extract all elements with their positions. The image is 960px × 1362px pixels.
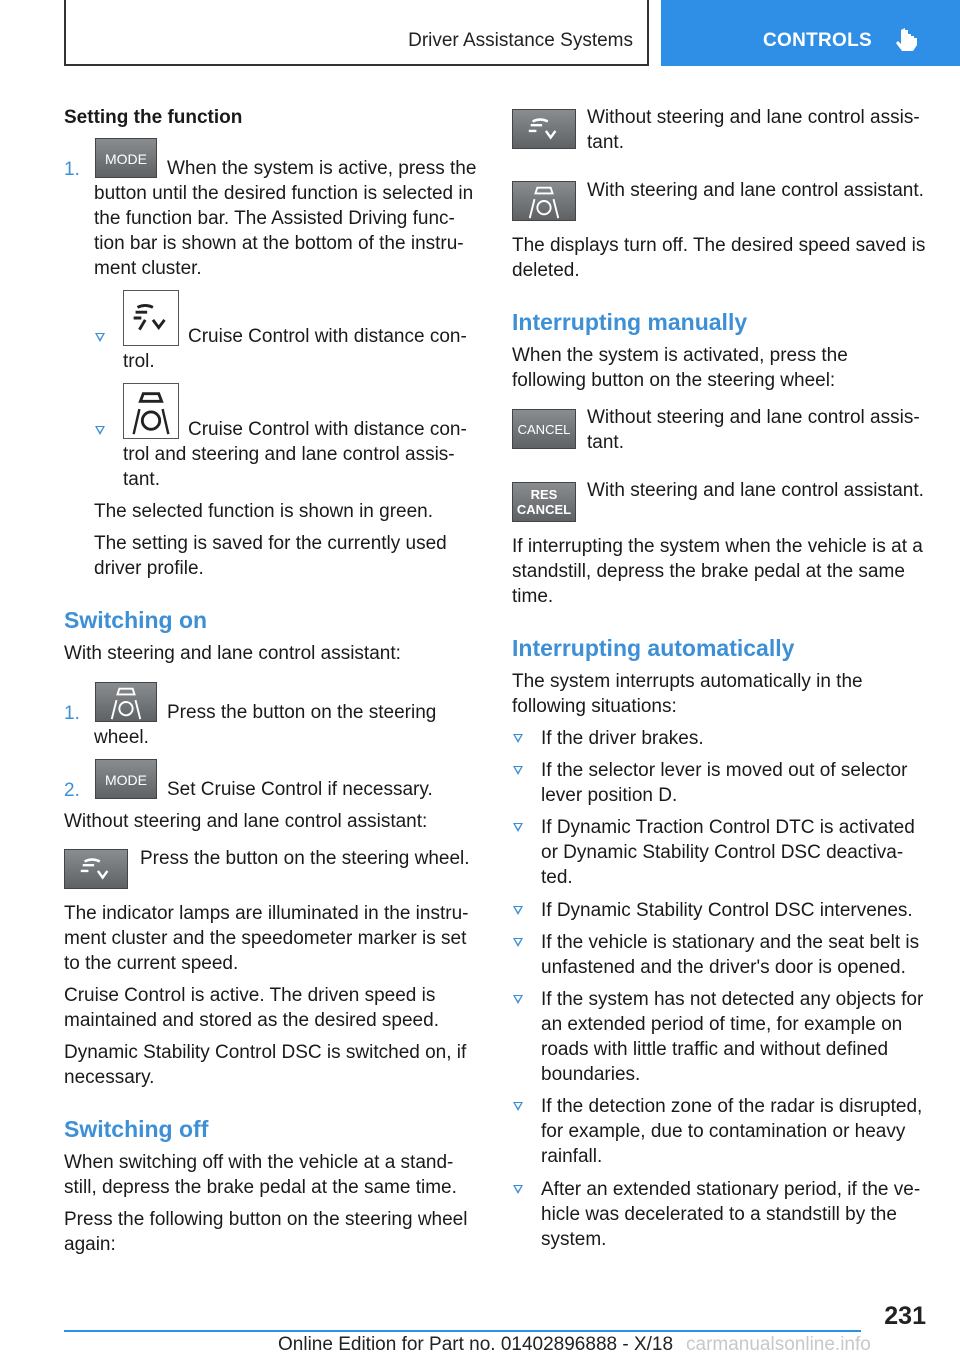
- pointing-hand-icon: [895, 28, 921, 56]
- res-cancel-label: CANCEL: [516, 502, 572, 517]
- bullet-triangle-icon: [95, 333, 105, 342]
- list-item: or Dynamic Stability Control DSC deactiva-: [541, 842, 904, 863]
- mode-label: MODE: [105, 151, 147, 167]
- steering-assistant-button-icon: [95, 682, 157, 722]
- edition-text: Online Edition for Part no. 01402896888 - X/18: [278, 1334, 674, 1355]
- list-item: If the detection zone of the radar is disrupted,: [541, 1096, 923, 1117]
- list-item: unfastened and the driver's door is opened.: [541, 957, 906, 978]
- on-step1-line: Press the button on the steering: [167, 702, 437, 723]
- mode-button-icon: [95, 138, 157, 178]
- bullet-triangle-icon: [513, 823, 523, 832]
- standstill-line: time.: [512, 586, 554, 607]
- dsc-line: necessary.: [64, 1067, 155, 1088]
- on-step2-text: Set Cruise Control if necessary.: [167, 779, 433, 800]
- header-section-title: Driver Assistance Systems: [408, 30, 633, 51]
- interrupting-manually-line: following button on the steering wheel:: [512, 370, 836, 391]
- list-item: boundaries.: [541, 1064, 641, 1085]
- list-item: If the driver brakes.: [541, 728, 704, 749]
- list-item: If Dynamic Stability Control DSC intervenes.: [541, 900, 913, 921]
- steering-assistant-button-icon: [512, 181, 576, 221]
- step1-line: ment cluster.: [94, 258, 202, 279]
- on-step1-number: 1.: [64, 703, 80, 724]
- list-item: hicle was decelerated to a standstill by the: [541, 1204, 897, 1225]
- interrupting-automatically-line: following situations:: [512, 696, 677, 717]
- option2-line: trol and steering and lane control assis-: [123, 444, 455, 465]
- header-section-box: [64, 0, 649, 66]
- switching-off-heading: Switching off: [64, 1116, 209, 1142]
- bullet-triangle-icon: [95, 426, 105, 435]
- on-step2-number: 2.: [64, 780, 80, 801]
- watermark: carmanualsonline.info: [686, 1334, 871, 1355]
- list-item: an extended period of time, for example on: [541, 1014, 903, 1035]
- press-again-line: Press the following button on the steering wheel: [64, 1209, 468, 1230]
- without-lca2-line: tant.: [587, 432, 624, 453]
- list-item: If the selector lever is moved out of selector: [541, 760, 908, 781]
- list-item: ted.: [541, 867, 573, 888]
- step1-number: 1.: [64, 159, 80, 180]
- step1-line: tion bar is shown at the bottom of the instru-: [94, 233, 464, 254]
- displays-off-line: deleted.: [512, 260, 580, 281]
- bullet-triangle-icon: [513, 906, 523, 915]
- option2-line: tant.: [123, 469, 160, 490]
- header-chapter-label: CONTROLS: [763, 30, 873, 51]
- step1-line: button until the desired function is selected in: [94, 183, 474, 204]
- option1-line: trol.: [123, 351, 155, 372]
- page-number: 231: [884, 1302, 926, 1330]
- step1-line: the function bar. The Assisted Driving func-: [94, 208, 455, 229]
- mode-label: MODE: [105, 772, 147, 788]
- standstill-line: If interrupting the system when the vehicle is at a: [512, 536, 923, 557]
- interrupting-manually-heading: Interrupting manually: [512, 309, 748, 335]
- switching-off-line: When switching off with the vehicle at a stand-: [64, 1152, 454, 1173]
- bullet-triangle-icon: [513, 938, 523, 947]
- step1-line: When the system is active, press the: [167, 158, 477, 179]
- indicator-line: ment cluster and the speedometer marker is set: [64, 928, 467, 949]
- switching-off-line: still, depress the brake pedal at the same time.: [64, 1177, 457, 1198]
- with-lca2-text: With steering and lane control assistant.: [587, 480, 924, 501]
- active-line: maintained and stored as the desired speed.: [64, 1010, 439, 1031]
- interrupting-manually-line: When the system is activated, press the: [512, 345, 848, 366]
- mode-button-icon: [95, 759, 157, 799]
- displays-off-line: The displays turn off. The desired speed saved is: [512, 235, 926, 256]
- list-item: for example, due to contamination or heavy: [541, 1121, 906, 1142]
- note-green: The selected function is shown in green.: [94, 501, 434, 522]
- bullet-triangle-icon: [513, 734, 523, 743]
- note-profile: The setting is saved for the currently used: [94, 533, 447, 554]
- list-item: If the system has not detected any objects for: [541, 989, 924, 1010]
- standstill-line: standstill, depress the brake pedal at the same: [512, 561, 905, 582]
- res-cancel-button-icon: [512, 482, 576, 522]
- with-lca-text: With steering and lane control assistant.: [587, 180, 924, 201]
- list-item: rainfall.: [541, 1146, 603, 1167]
- bullet-triangle-icon: [513, 995, 523, 1004]
- bullet-triangle-icon: [513, 1102, 523, 1111]
- list-item: If Dynamic Traction Control DTC is activated: [541, 817, 915, 838]
- active-line: Cruise Control is active. The driven speed is: [64, 985, 436, 1006]
- on-step1-line: wheel.: [94, 727, 149, 748]
- list-item: roads with little traffic and without defined: [541, 1039, 889, 1060]
- list-item: system.: [541, 1229, 607, 1250]
- indicator-line: The indicator lamps are illuminated in the instru-: [64, 903, 469, 924]
- without-lca2-line: Without steering and lane control assis-: [587, 407, 920, 428]
- interrupting-automatically-heading: Interrupting automatically: [512, 635, 795, 661]
- interrupting-automatically-line: The system interrupts automatically in the: [512, 671, 863, 692]
- list-item: lever position D.: [541, 785, 678, 806]
- dsc-line: Dynamic Stability Control DSC is switched on, if: [64, 1042, 467, 1063]
- footer-divider: [64, 1330, 861, 1332]
- without-lca-text: Without steering and lane control assistant:: [64, 811, 428, 832]
- bullet-triangle-icon: [513, 1185, 523, 1194]
- without-lca-line: Without steering and lane control assis-: [587, 107, 920, 128]
- res-label: RES: [530, 487, 558, 502]
- cruise-control-steering-icon: [123, 383, 179, 439]
- option1-line: Cruise Control with distance con-: [188, 326, 467, 347]
- indicator-line: to the current speed.: [64, 953, 239, 974]
- list-item: After an extended stationary period, if the ve-: [541, 1179, 921, 1200]
- cruise-control-distance-icon: [123, 290, 179, 346]
- option2-line: Cruise Control with distance con-: [188, 419, 467, 440]
- header-chapter-tab[interactable]: [661, 0, 960, 66]
- setting-heading: Setting the function: [64, 107, 243, 128]
- cancel-button-icon: [512, 409, 576, 449]
- press-again-line: again:: [64, 1234, 116, 1255]
- switching-on-intro: With steering and lane control assistant:: [64, 643, 401, 664]
- press-wheel-text: Press the button on the steering wheel.: [140, 848, 470, 869]
- cancel-label: CANCEL: [517, 422, 571, 437]
- bullet-triangle-icon: [513, 766, 523, 775]
- without-lca-line: tant.: [587, 132, 624, 153]
- switching-on-heading: Switching on: [64, 607, 208, 633]
- cruise-control-button-icon: [512, 109, 576, 149]
- list-item: If the vehicle is stationary and the seat belt is: [541, 932, 920, 953]
- cruise-control-button-icon: [64, 849, 128, 889]
- note-profile: driver profile.: [94, 558, 204, 579]
